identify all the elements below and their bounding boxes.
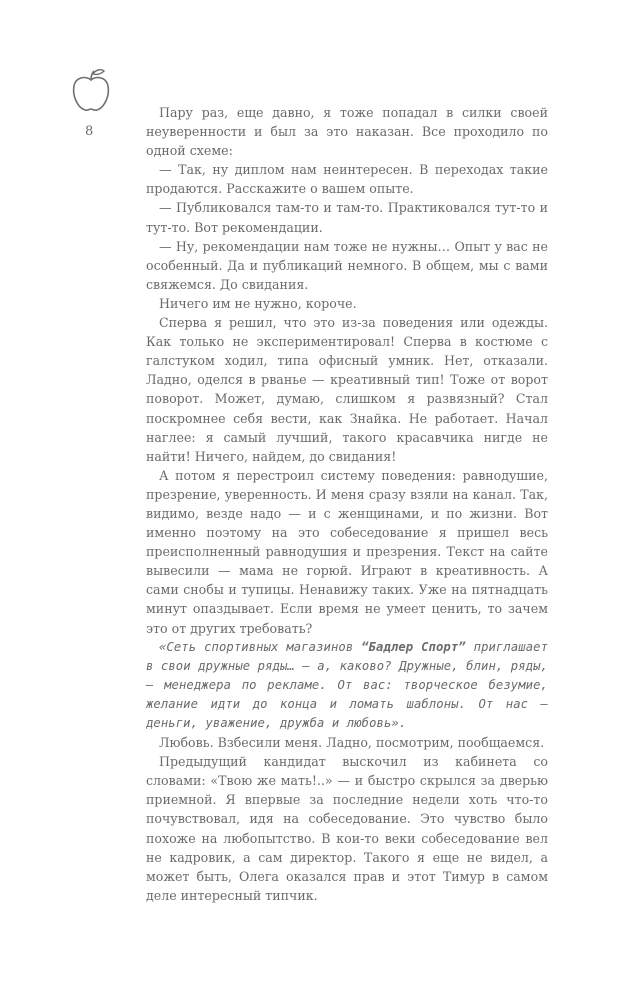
paragraph: — Так, ну диплом нам неинтересен. В переходах такие продаются. Расскажите о вашем опыте. <box>146 162 548 197</box>
paragraph: А потом я перестроил систему поведения: равнодушие, презрение, уверенность. И меня сразу взяли на канал. Так, видимо, везде надо — и с женщинами, и по жизни. Вот именно поэтому на это собеседование я пришел весь преисполненный равнодушия и презрения. Текст на сайте вывесили — мама не горюй. Играют в креативность. А сами снобы и тупицы. Ненавижу таких. Уже на пятнадцать минут опаздывает. Если время не умеет ценить, то зачем это от других требовать? <box>146 467 548 636</box>
quote-start: «Сеть спортивных магазинов <box>159 639 362 654</box>
job-ad-quote <box>146 638 548 733</box>
apple-icon <box>70 68 112 114</box>
paragraph: — Публиковался там-то и там-то. Практиковался тут-то и тут-то. Вот рекомендации. <box>146 200 548 235</box>
brand-name: “Бадлер Спорт” <box>361 639 466 654</box>
paragraph: Предыдущий кандидат выскочил из кабинета со словами: «Твою же мать!..» — и быстро скрылся за дверью приемной. Я впервые за последние недели хоть что-то почувствовал, идя на собеседование. Это чувство было похоже на любопытство. В кои-то веки собеседование вел не кадровик, а сам директор. Такого я еще не видел, а может быть, Олега оказался прав и этот Тимур в самом деле интересный типчик. <box>146 754 548 903</box>
paragraph: Ничего им не нужно, короче. <box>159 295 357 311</box>
paragraph: Пару раз, еще давно, я тоже попадал в силки своей неуверенности и был за это наказан. Все проходило по одной схеме: <box>146 105 548 159</box>
paragraph: Любовь. Взбесили меня. Ладно, посмотрим, пообщаемся. <box>159 735 545 751</box>
paragraph: Сперва я решил, что это из-за поведения или одежды. Как только не экспериментировал! Сперва в костюме с галстуком ходил, типа офисный умник. Нет, отказали. Ладно, оделся в рванье — креативный тип! Тоже от ворот поворот. Может, думаю, слишком я развязный? Стал поскромнее себя вести, как Знайка. Не работает. Начал наглее: я самый лучший, такого красавчика нигде не найти! Ничего, найдем, до свидания! <box>146 315 548 464</box>
paragraph: — Ну, рекомендации нам тоже не нужны… Опыт у вас не особенный. Да и публикаций немного. В общем, мы с вами свяжемся. До свидания. <box>146 238 548 292</box>
quote-end: приглашает в свои дружные ряды… — а, каково? Дружные, блин, ряды, — менеджера по рекламе. От вас: творческое безумие, желание идти до конца и ломать шаблоны. От нас — деньги, уважение, дружба и любовь». <box>146 639 549 730</box>
body-text <box>146 103 548 905</box>
page-number: 8 <box>85 124 94 139</box>
